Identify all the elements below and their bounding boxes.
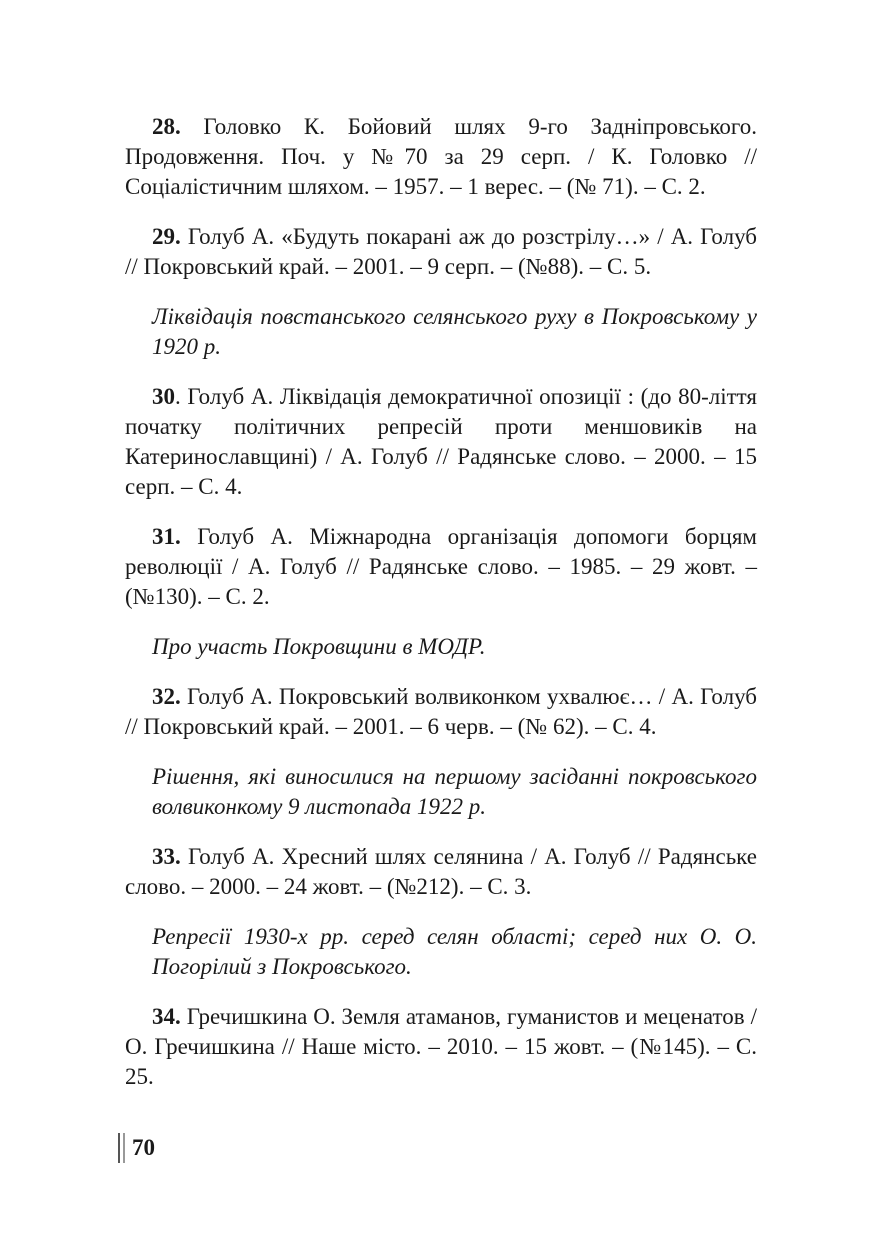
entry-number: 31. [152,524,181,549]
entry-text: Голуб А. Покровський волвиконком ухвалює… / А. Голуб // Покровський край. – 2001. – 6 черв. – (№ 62). – С. 4. [125,684,757,739]
entry-annotation: Рішення, які виносилися на першому засіданні покровського волвиконкому 9 листопада 1922 р. [152,764,757,819]
entry-text: Голуб А. «Будуть покарані аж до розстрілу…» / А. Голуб // Покровський край. – 2001. – 9 серп. – (№88). – С. 5. [125,224,757,279]
entry-number: 28. [152,114,181,139]
entry-text: Голуб А. Міжнародна організація допомоги борцям революції / А. Голуб // Радянське слово. – 1985. – 29 жовт. – (№130). – С. 2. [125,524,757,609]
entry-text: Головко К. Бойовий шлях 9-го Задніпровського. Продовження. Поч. у №70 за 29 серп. / К. Головко // Соціалістичним шляхом. – 1957. – 1 верес. – (№ 71). – С. 2. [125,114,757,199]
bibliography-entry [125,382,757,502]
bibliography-entry [125,1002,757,1092]
bibliography-entry [125,522,757,612]
bibliography-entry [125,222,757,282]
entry-text: Голуб А. Хресний шлях селянина / А. Голуб // Радянське слово. – 2000. – 24 жовт. – (№212). – С. 3. [125,844,757,899]
entry-number: 33. [152,844,181,869]
entry-text: . Голуб А. Ліквідація демократичної опозиції : (до 80-ліття початку політичних репресій проти меншовиків на Катеринославщині) / А. Голуб // Радянське слово. – 2000. – 15 серп. – С. 4. [125,384,757,499]
entry-number: 29. [152,224,181,249]
entry-number: 30 [152,384,175,409]
bibliography-entry [125,112,757,202]
bibliography-entry [125,682,757,742]
entry-text: Гречишкина О. Земля атаманов, гуманистов и меценатов / О. Гречишкина // Наше місто. – 2010. – 15 жовт. – (№145). – С. 25. [125,1004,757,1089]
page-number-rule [118,1133,125,1163]
bibliography-list [125,112,757,1112]
bibliography-entry [125,842,757,902]
entry-annotation: Про участь Покровщини в МОДР. [152,634,486,659]
entry-number: 32. [152,684,181,709]
page-footer [118,1132,155,1164]
page-number: 70 [132,1135,155,1160]
entry-number: 34. [152,1004,181,1029]
entry-annotation: Репресії 1930-х рр. серед селян області; серед них О. О. Погорілий з Покровського. [152,924,757,979]
entry-annotation: Ліквідація повстанського селянського руху в Покровському у 1920 р. [152,304,757,359]
